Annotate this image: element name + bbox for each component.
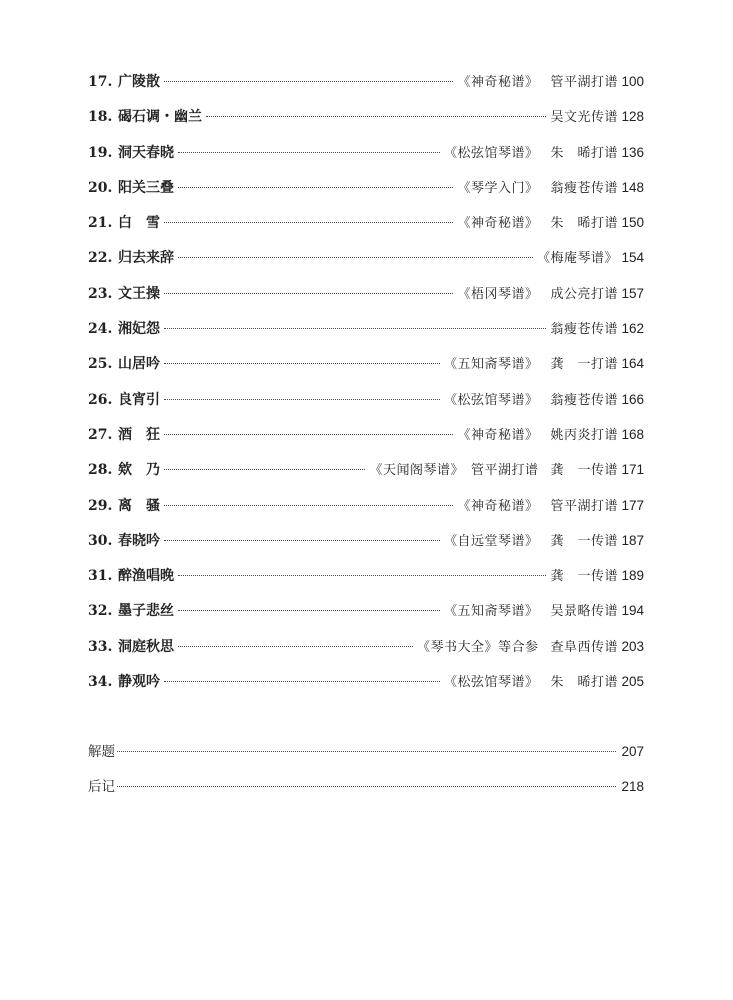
entry-title: 山居吟: [118, 356, 160, 373]
entry-attribution: 查阜西传谱: [550, 639, 618, 655]
entry-number: 31.: [88, 568, 113, 585]
dot-leader: [164, 293, 453, 294]
entry-number: 34.: [88, 674, 113, 691]
back-matter-entry[interactable]: [88, 769, 644, 804]
entry-attribution: 龚 一传谱: [550, 569, 618, 585]
dot-leader: [164, 469, 365, 470]
entry-attribution: 吴景略传谱: [550, 604, 618, 620]
entry-number: 32.: [88, 603, 113, 620]
entry-number: 27.: [88, 426, 113, 443]
entry-title: 离 骚: [118, 497, 160, 514]
entry-source: 《神奇秘谱》: [457, 427, 539, 443]
entry-page-number: 187: [621, 532, 644, 548]
entry-number: 19.: [88, 144, 113, 161]
entry-title: 良宵引: [118, 391, 160, 408]
entry-source: 《自远堂琴谱》: [443, 533, 539, 549]
entry-attribution: 管平湖打谱: [550, 498, 618, 514]
entry-title: 洞庭秋思: [118, 638, 174, 655]
back-matter-page-number: 207: [621, 744, 644, 759]
dot-leader: [178, 152, 440, 153]
entry-page-number: 205: [621, 674, 644, 690]
dot-leader: [178, 575, 546, 576]
entry-source: 《琴书大全》等合参: [416, 639, 539, 655]
entry-attribution: 朱 晞打谱: [550, 216, 618, 232]
entry-title: 湘妃怨: [118, 321, 160, 338]
dot-leader: [164, 363, 440, 364]
entry-number: 23.: [88, 285, 113, 302]
dot-leader: [178, 187, 453, 188]
entry-source: 《松弦馆琴谱》: [443, 675, 539, 691]
dot-leader: [178, 646, 413, 647]
entry-page-number: 100: [621, 74, 644, 89]
entry-number: 22.: [88, 250, 113, 267]
entry-page-number: 136: [621, 144, 644, 160]
dot-leader: [117, 786, 616, 787]
toc-entry[interactable]: [88, 240, 644, 275]
dot-leader: [164, 81, 453, 82]
entry-attribution: 朱 晞打谱: [550, 675, 618, 691]
entry-title: 广陵散: [118, 74, 160, 90]
entry-title: 静观吟: [118, 674, 160, 691]
entry-attribution: 成公亮打谱: [550, 286, 618, 302]
entry-title: 酒 狂: [118, 426, 160, 443]
toc-entry[interactable]: [88, 417, 644, 452]
back-matter-page-number: 218: [621, 779, 644, 795]
entry-attribution: 吴文光传谱: [550, 110, 618, 126]
entry-title: 归去来辞: [118, 250, 174, 267]
toc-entry[interactable]: [88, 664, 644, 699]
entry-source: 《神奇秘谱》: [457, 498, 539, 514]
entry-number: 28.: [88, 462, 113, 479]
toc-entry[interactable]: [88, 346, 644, 381]
back-matter-entry[interactable]: [88, 734, 644, 769]
entry-page-number: 177: [621, 497, 644, 513]
toc-entry[interactable]: [88, 593, 644, 628]
entry-number: 21.: [88, 215, 113, 232]
entry-number: 18.: [88, 109, 113, 126]
entry-page-number: 189: [621, 568, 644, 584]
entry-source: 《神奇秘谱》: [457, 75, 539, 90]
entry-attribution: 翁瘦苍传谱: [550, 322, 618, 338]
entry-attribution: 翁瘦苍传谱: [550, 392, 618, 408]
entry-title: 欸 乃: [118, 462, 160, 479]
entry-page-number: 203: [621, 638, 644, 654]
entry-source: 《五知斋琴谱》: [443, 604, 539, 620]
entry-number: 29.: [88, 497, 113, 514]
toc-entry[interactable]: [88, 452, 644, 487]
entry-number: 20.: [88, 179, 113, 196]
entry-number: 17.: [88, 74, 113, 90]
entry-attribution: 管平湖打谱: [550, 75, 618, 90]
entry-number: 24.: [88, 321, 113, 338]
entry-number: 26.: [88, 391, 113, 408]
entry-source: 《神奇秘谱》: [457, 216, 539, 232]
dot-leader: [164, 328, 546, 329]
entry-attribution: 龚 一打谱: [550, 357, 618, 373]
entry-page-number: 128: [621, 109, 644, 125]
toc-entry[interactable]: [88, 64, 644, 99]
dot-leader: [164, 399, 440, 400]
entry-title: 春晓吟: [118, 532, 160, 549]
entry-title: 碣石调・幽兰: [118, 109, 202, 126]
dot-leader: [178, 257, 533, 258]
entry-page-number: 194: [621, 603, 644, 619]
entry-source: 《五知斋琴谱》: [443, 357, 539, 373]
toc-entry[interactable]: [88, 99, 644, 134]
entry-title: 文王操: [118, 285, 160, 302]
entry-title: 阳关三叠: [118, 179, 174, 196]
dot-leader: [164, 681, 440, 682]
back-matter-list: [88, 734, 644, 805]
entry-page-number: 154: [621, 250, 644, 266]
toc-entry[interactable]: [88, 276, 644, 311]
toc-entry[interactable]: [88, 205, 644, 240]
entry-source: 《琴学入门》: [457, 180, 539, 196]
entry-attribution: 龚 一传谱: [550, 463, 618, 479]
back-matter-title: 后记: [88, 779, 115, 795]
toc-entry[interactable]: [88, 170, 644, 205]
dot-leader: [117, 751, 616, 752]
entry-source: 《梅庵琴谱》: [536, 251, 618, 267]
toc-entry[interactable]: [88, 629, 644, 664]
entry-attribution: 翁瘦苍传谱: [550, 180, 618, 196]
toc-list: [88, 64, 644, 699]
entry-page-number: 148: [621, 179, 644, 195]
entry-source: 《松弦馆琴谱》: [443, 145, 539, 161]
entry-number: 30.: [88, 532, 113, 549]
entry-source: 《松弦馆琴谱》: [443, 392, 539, 408]
entry-page-number: 157: [621, 285, 644, 301]
entry-source: 《天闻阁琴谱》 管平湖打谱: [369, 463, 539, 479]
entry-attribution: 姚丙炎打谱: [550, 427, 618, 443]
entry-attribution: 龚 一传谱: [550, 533, 618, 549]
entry-page-number: 150: [621, 215, 644, 231]
dot-leader: [164, 434, 453, 435]
entry-source: 《梧冈琴谱》: [457, 286, 539, 302]
toc-entry[interactable]: [88, 311, 644, 346]
toc-entry[interactable]: [88, 558, 644, 593]
toc-entry[interactable]: [88, 135, 644, 170]
dot-leader: [164, 505, 453, 506]
entry-page-number: 168: [621, 426, 644, 442]
back-matter-title: 解题: [88, 744, 115, 759]
entry-title: 白 雪: [118, 215, 160, 232]
entry-title: 醉渔唱晚: [118, 568, 174, 585]
entry-title: 墨子悲丝: [118, 603, 174, 620]
entry-page-number: 164: [621, 356, 644, 372]
dot-leader: [164, 540, 440, 541]
entry-attribution: 朱 晞打谱: [550, 145, 618, 161]
toc-entry[interactable]: [88, 488, 644, 523]
dot-leader: [178, 610, 440, 611]
entry-page-number: 162: [621, 321, 644, 337]
entry-title: 洞天春晓: [118, 144, 174, 161]
dot-leader: [206, 116, 546, 117]
dot-leader: [164, 222, 453, 223]
entry-number: 25.: [88, 356, 113, 373]
entry-page-number: 171: [621, 462, 644, 478]
toc-entry[interactable]: [88, 382, 644, 417]
entry-page-number: 166: [621, 391, 644, 407]
toc-entry[interactable]: [88, 523, 644, 558]
entry-number: 33.: [88, 638, 113, 655]
